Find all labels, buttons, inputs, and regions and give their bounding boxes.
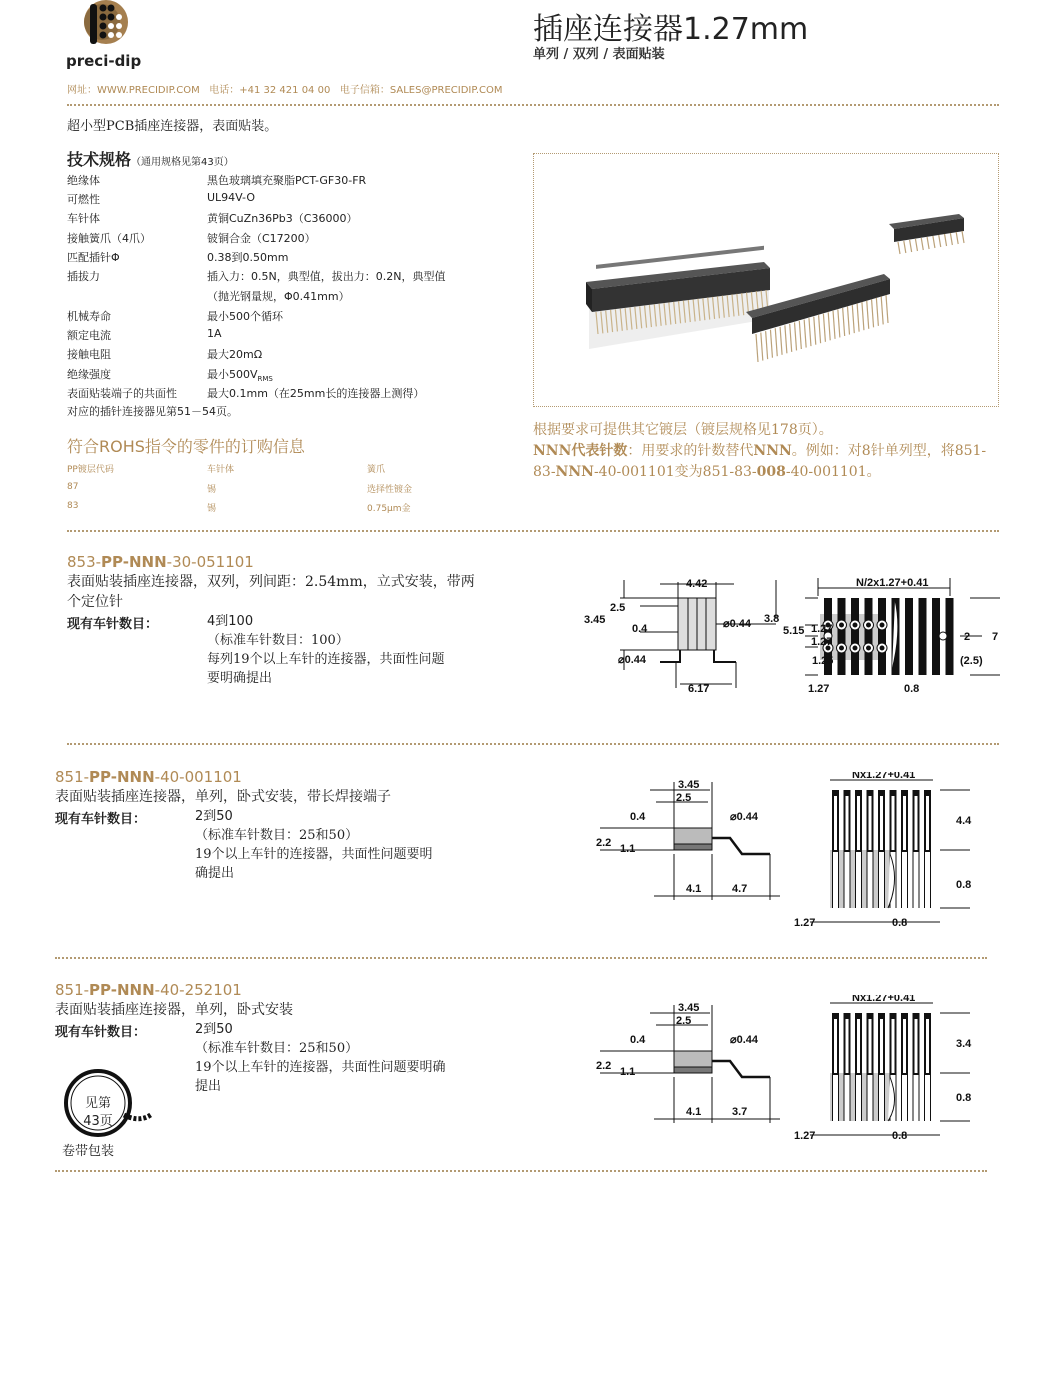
- brand-logo: [66, 0, 142, 72]
- spec-value: 最小500V: [207, 368, 258, 381]
- spec-key: 绝缘体: [67, 174, 100, 187]
- spec-value: 最大0.1mm（在25mm长的连接器上测得）: [207, 387, 425, 400]
- dim-5-15: 5.15: [783, 625, 805, 637]
- brand-name: preci-dip: [66, 52, 142, 70]
- dim-2-5-paren: (2.5): [960, 655, 983, 667]
- rohs-header-pp: PP镀层代码: [67, 465, 114, 475]
- dim-2-2: 2.2: [596, 837, 612, 849]
- spec-key: 表面贴装端子的共面性: [67, 387, 177, 400]
- dim-2-5: 2.5: [610, 602, 626, 614]
- dim-1-1: 1.1: [620, 1066, 636, 1078]
- dim-0-4: 0.4: [632, 623, 648, 635]
- divider: [55, 1170, 987, 1172]
- product-3-pin-values: 2到50 （标准车针数目：25和50） 19个以上车针的连接器，共面性问题要明确 提出: [195, 1022, 446, 1094]
- dim-0-4: 0.4: [630, 811, 646, 823]
- nnn-example: 。例如：对8针单列型，将851-: [791, 443, 987, 459]
- specs-heading: [67, 147, 234, 170]
- spec-key: 接触电阻: [67, 348, 111, 361]
- dim-0-44: ⌀0.44: [730, 811, 759, 823]
- dim-1-27: 1.27: [794, 1130, 816, 1142]
- divider: [67, 530, 999, 532]
- dim-0-8: 0.8: [892, 1130, 908, 1142]
- dim-3-45: 3.45: [678, 1002, 700, 1014]
- plating-note: 根据要求可提供其它镀层（镀层规格见178页）。: [533, 422, 833, 438]
- preci-dip-logo-icon: [68, 0, 138, 52]
- product-2-pin-label: 现有车针数目：: [55, 812, 147, 827]
- dim-n2x127: N/2x1.27+0.41: [856, 577, 929, 589]
- dim-4-42: 4.42: [686, 578, 708, 590]
- rohs-heading: 符合ROHS指令的零件的订购信息: [67, 437, 305, 456]
- dim-3-45: 3.45: [678, 779, 700, 791]
- intro-text: 超小型PCB插座连接器，表面贴装。: [67, 119, 278, 134]
- spec-value-sub: RMS: [257, 375, 273, 384]
- dim-0-44: ⌀0.44: [730, 1034, 759, 1046]
- spec-value: 1A: [207, 327, 222, 340]
- specs-footnote: 对应的插针连接器见第51－54页。: [67, 405, 238, 418]
- dim-7: 7: [992, 631, 999, 643]
- dim-0-8: 0.8: [892, 917, 908, 929]
- product-1-drawing: [580, 570, 1010, 700]
- rohs-header-body: 车针体: [207, 465, 235, 475]
- rohs-row-87-clip: 选择性镀金: [367, 485, 413, 495]
- dim-6-17: 6.17: [688, 683, 710, 695]
- spec-key: 匹配插针Φ: [67, 251, 120, 264]
- dim-nx127: Nx1.27+0.41: [852, 772, 916, 781]
- product-3-number: 851-PP-NNN-40-252101: [55, 981, 242, 999]
- dim-1-27-b: 1.27: [811, 636, 833, 648]
- nnn-label: NNN代表针数: [533, 443, 628, 459]
- spec-key: 接触簧爪（4爪）: [67, 232, 151, 245]
- divider: [55, 957, 987, 959]
- spec-value: 插入力：0.5N，典型值，拔出力：0.2N，典型值: [207, 270, 446, 283]
- product-2-pin-values: 2到50 （标准车针数目：25和50） 19个以上车针的连接器，共面性问题要明 确提出: [195, 809, 433, 881]
- dim-height: 4.4: [956, 815, 972, 827]
- spec-value: 最小500个循环: [207, 310, 283, 323]
- spec-key: 绝缘强度: [67, 368, 111, 381]
- dim-end: 4.7: [732, 883, 748, 895]
- dim-0-44-top: ⌀0.44: [723, 618, 752, 630]
- spec-key: 车针体: [67, 212, 100, 225]
- dim-1-27-a: 1.27: [811, 623, 833, 635]
- dim-4-1: 4.1: [686, 1106, 702, 1118]
- specs-note: （通用规格见第43页）: [131, 157, 234, 168]
- spec-value: （抛光钢量规，Φ0.41mm）: [207, 290, 350, 303]
- nnn-desc: ：用要求的针数替代: [627, 443, 754, 459]
- dim-2-5: 2.5: [676, 792, 692, 804]
- dim-1-25: 1.25: [812, 655, 834, 667]
- product-2-drawing: [590, 772, 990, 932]
- dim-1-1: 1.1: [620, 843, 636, 855]
- specs-title: 技术规格: [67, 150, 132, 169]
- dim-2-2: 2.2: [596, 1060, 612, 1072]
- rohs-row-87-code: 87: [67, 482, 79, 492]
- product-3-pin-label: 现有车针数目：: [55, 1025, 147, 1040]
- product-photo: [533, 153, 999, 407]
- rohs-row-83-body: 锡: [207, 504, 217, 514]
- product-1-pin-label: 现有车针数目：: [67, 617, 159, 632]
- rohs-row-87-body: 锡: [207, 485, 217, 495]
- spec-key: 可燃性: [67, 193, 100, 206]
- rohs-row-83-clip: 0.75μm金: [367, 504, 411, 514]
- product-1-pin-values: 4到100 （标准车针数目：100） 每列19个以上车针的连接器，共面性问题 要明确提出: [207, 614, 445, 686]
- dim-0-4: 0.4: [630, 1034, 646, 1046]
- product-3-drawing: [590, 995, 990, 1145]
- spec-value: 0.38到0.50mm: [207, 251, 289, 264]
- example-008: 008: [756, 464, 786, 480]
- product-1-number: 853-PP-NNN-30-051101: [67, 553, 254, 571]
- page-subtitle: 单列 / 双列 / 表面贴装: [533, 47, 665, 62]
- nnn-token: NNN: [753, 443, 792, 459]
- rohs-row-83-code: 83: [67, 501, 79, 511]
- dim-0-8-right: 0.8: [956, 1092, 972, 1104]
- spec-value: 最大20mΩ: [207, 348, 263, 361]
- spec-key: 额定电流: [67, 329, 111, 342]
- example-e: -40-001101。: [785, 464, 881, 480]
- dim-height: 3.4: [956, 1038, 972, 1050]
- example-a: 83-: [533, 464, 556, 480]
- dim-2: 2: [964, 631, 971, 643]
- reel-line-2: 43页: [83, 1114, 113, 1129]
- page-title: 插座连接器1.27mm: [533, 12, 809, 47]
- spec-value: 黄铜CuZn36Pb3（C36000）: [207, 212, 358, 225]
- dim-1-27: 1.27: [794, 917, 816, 929]
- product-3-desc: 表面贴装插座连接器，单列，卧式安装: [55, 1002, 293, 1018]
- product-2-desc: 表面贴装插座连接器，单列，卧式安装，带长焊接端子: [55, 789, 391, 805]
- dim-nx127: Nx1.27+0.41: [852, 995, 916, 1004]
- dim-3-8: 3.8: [764, 613, 780, 625]
- spec-key: 机械寿命: [67, 310, 111, 323]
- example-c: -40-001101变为851-83-: [593, 464, 757, 480]
- product-1-desc: 表面贴装插座连接器，双列，列间距：2.54mm，立式安装，带两 个定位针: [67, 574, 475, 610]
- spec-value: 铍铜合金（C17200）: [207, 232, 316, 245]
- dim-4-1: 4.1: [686, 883, 702, 895]
- dim-1-27-c: 1.27: [808, 683, 830, 695]
- product-2-number: 851-PP-NNN-40-001101: [55, 768, 242, 786]
- spec-value: 黑色玻璃填充聚脂PCT-GF30-FR: [207, 174, 367, 187]
- reel-caption: 卷带包装: [62, 1144, 115, 1159]
- dim-end: 3.7: [732, 1106, 748, 1118]
- spec-key: 插拔力: [67, 270, 100, 283]
- dim-0-8-right: 0.8: [956, 879, 972, 891]
- dim-0-44-bottom: ⌀0.44: [618, 654, 647, 666]
- dim-0-8: 0.8: [904, 683, 920, 695]
- dim-2-5: 2.5: [676, 1015, 692, 1027]
- example-nnn: NNN: [555, 464, 594, 480]
- spec-value: UL94V-O: [207, 191, 255, 204]
- dim-3-45: 3.45: [584, 614, 606, 626]
- contact-line: 网址：WWW.PRECIDIP.COM 电话：+41 32 421 04 00 电子信箱：SALES@PRECIDIP.COM: [67, 85, 503, 96]
- rohs-header-clip: 簧爪: [367, 465, 386, 475]
- divider: [67, 743, 999, 745]
- photo-note: [533, 420, 1003, 483]
- divider: [67, 104, 999, 106]
- reel-line-1: 见第: [84, 1096, 111, 1111]
- tape-reel-badge[interactable]: [60, 1068, 160, 1163]
